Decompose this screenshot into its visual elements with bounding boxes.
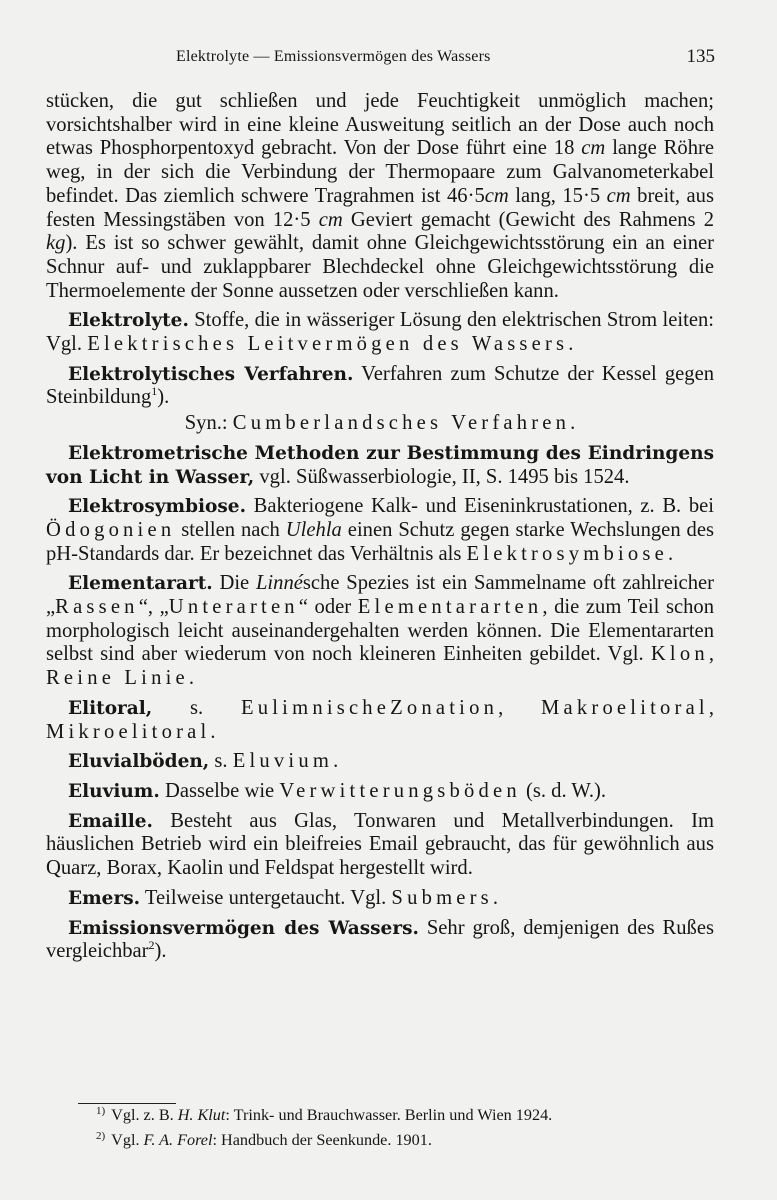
cross-reference: Elektrisches Leitvermögen des Wassers <box>87 333 569 356</box>
footnote-marker: 2 <box>148 938 155 953</box>
entry-term: Eluvium. <box>68 780 160 802</box>
author-name: Linné <box>255 572 303 595</box>
cross-reference: Mikroelitoral <box>46 720 211 743</box>
entry-term: Emaille. <box>68 810 153 832</box>
entry-eluvialboeden: Eluvialböden, s. Eluvium. <box>68 750 339 773</box>
entry-eluvium: Eluvium. Dasselbe wie Verwitterungsböden (s. d. W.). <box>68 779 607 802</box>
entry-elementarart: Elementarart. Die Linnésche Spezies ist ein Sammelname oft zahlreicher „Rassen“, „Unterarten“ oder Elementararten, die zum Teil schon morphologisch leicht auseinandergehalten werden können. Die Elementararten selbst sind aber wiederum von noch kleineren Einheiten gebildet. Vgl. Klon, Reine Linie. <box>46 572 715 690</box>
entry-elektrolyte: Elektrolyte. Stoffe, die in wässeriger Lösung den elektrischen Strom leiten: Vgl. Elektrisches Leitvermögen des Wassers. <box>46 309 714 356</box>
cross-reference: Reine Linie <box>46 667 189 690</box>
entry-elitoral: Elitoral, s. EulimnischeZonation, Makroelitoral, Mikroelitoral. <box>46 696 715 743</box>
page-body <box>46 90 714 970</box>
footnote-2: $^{2)}$ Vgl. F. A. Forel: Handbuch der Seenkunde. 1901. <box>96 1130 432 1149</box>
synonym-line: Syn.: Cumberlandsches Verfahren. <box>184 412 576 435</box>
entry-elektrosymbiose: Elektrosymbiose. Bakteriogene Kalk- und Eiseninkrustationen, z. B. bei Ödogonien stellen nach Ulehla einen Schutz gegen starke Wechslungen des pH-Standards dar. Er bezeichnet das Verhältnis als Elektrosymbiose. <box>46 495 715 565</box>
cross-reference: Submers <box>391 886 493 909</box>
cross-reference: Elementararten <box>357 596 543 619</box>
entry-elektrolytisches-verfahren: Elektrolytisches Verfahren. Verfahren zum Schutze der Kessel gegen Steinbildung$^1$). <box>46 362 715 409</box>
author-name: H. Klut <box>177 1106 226 1124</box>
page-number: 135 <box>686 46 715 67</box>
footnote-1: $^{1)}$ Vgl. z. B. H. Klut: Trink- und Brauchwasser. Berlin und Wien 1924. <box>96 1105 553 1124</box>
entry-emers: Emers. Teilweise untergetaucht. Vgl. Submers. <box>68 886 499 909</box>
entry-emaille: Emaille. Besteht aus Glas, Tonwaren und Metallverbindungen. Im häuslichen Betrieb wird ein bleifreies Email gebraucht, das für gewöhnlich aus Quarz, Borax, Kaolin und Feldspat hergestellt wird. <box>46 809 714 880</box>
entry-elektrometrische-methoden: Elektrometrische Methoden zur Bestimmung des Eindringens von Licht in Wasser, vgl. Süßwasserbiologie, II, S. 1495 bis 1524. <box>46 442 714 488</box>
cross-reference: Eluvium <box>232 750 334 773</box>
author-name: F. A. Forel <box>143 1131 213 1149</box>
entry-term: Eluvialböden, <box>68 751 210 773</box>
cross-reference: Rassen <box>55 596 139 619</box>
entry-term: Elektrolytisches Verfahren. <box>68 363 354 385</box>
entry-term: Elektrometrische Methoden zur Bestimmung des Eindringens von Licht in Wasser, <box>46 442 714 488</box>
entry-emissionsvermoegen: Emissionsvermögen des Wassers. Sehr groß, demjenigen des Rußes vergleichbar$^2$). <box>46 916 714 963</box>
entry-term: Emers. <box>68 887 141 909</box>
entry-term: Elektrosymbiose. <box>68 496 247 518</box>
continuation-paragraph: stücken, die gut schließen und jede Feuchtigkeit unmöglich machen; vorsichtshalber wird in eine kleine Ausweitung seitlich an der Dose auch noch etwas Phosphorpentoxyd gebracht. Von der Dose führt eine 18 cm lange Röhre weg, in der sich die Verbindung der Thermopaare zum Galvanometerkabel befindet. Das ziemlich schwere Tragrahmen ist 46·5cm lang, 15·5 cm breit, aus festen Messingstäben von 12·5 cm Geviert gemacht (Gewicht des Rahmens 2 kg). Es ist so schwer gewählt, damit ohne Gleichgewichtsstörung ein an einer Schnur auf- und zuklappbarer Blechdeckel ohne Gleichgewichtsstörung die Thermoelemente der Sonne aussetzen oder verschließen kann. <box>46 90 714 302</box>
cross-reference: Elektrosymbiose <box>466 542 668 565</box>
entry-term: Elitoral, <box>68 697 153 719</box>
footnotes <box>96 1104 726 1154</box>
author-name: Ulehla <box>285 518 342 541</box>
cross-reference: Unterarten <box>168 596 299 619</box>
cross-reference: Makroelitoral <box>541 696 709 719</box>
cross-reference: Cumberlandsches Verfahren <box>232 412 571 435</box>
cross-reference: Klon <box>650 643 709 666</box>
cross-reference: Ödogonien <box>46 518 176 541</box>
header-title: Elektrolyte — Emissionsvermögen des Wassers <box>176 48 491 65</box>
footnote-marker: 1 <box>151 384 158 399</box>
cross-reference: Verwitterungsböden <box>279 779 521 802</box>
entry-term: Elektrolyte. <box>68 310 189 332</box>
entry-term: Elementarart. <box>68 573 213 595</box>
entry-term: Emissionsvermögen des Wassers. <box>68 917 419 939</box>
cross-reference: EulimnischeZonation <box>240 696 499 719</box>
running-header <box>46 46 715 74</box>
